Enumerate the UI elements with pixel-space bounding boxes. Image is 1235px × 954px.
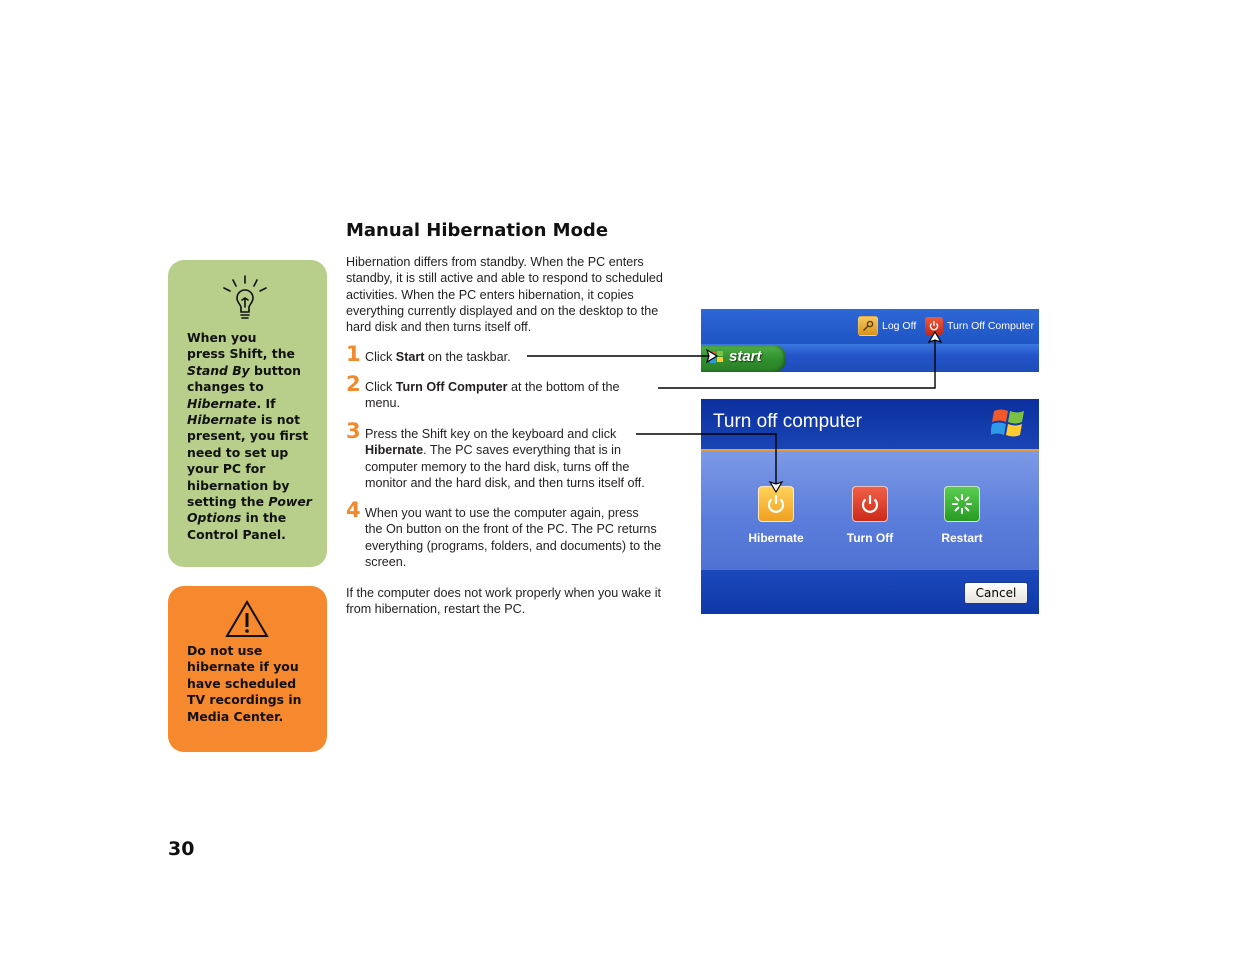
warning-box [168,586,327,752]
step-text-run: Click [365,350,396,364]
tip-text-run: Hibernate [187,412,257,428]
taskbar-screenshot [701,309,1039,372]
tip-text-run: . If [256,395,276,411]
tip-text-run: your PC for [187,461,266,477]
restart-label: Restart [941,531,983,545]
intro-paragraph [346,254,691,335]
tip-line [187,363,315,379]
windows-logo-icon [709,351,725,365]
step-3-text [365,426,685,491]
page-number: 30 [168,838,195,860]
step-number-3: 3 [346,419,361,443]
tip-text-run: Control Panel. [187,526,286,542]
step-text-run: Press the Shift key on the keyboard and click [365,427,617,441]
tip-text-run: press Shift, the [187,346,295,362]
restart-icon [944,486,980,522]
turn-off-computer-button[interactable] [925,316,1034,336]
tip-text-run: Hibernate [187,395,257,411]
ui-term: Turn Off Computer [395,380,508,394]
tip-text-run: Options [187,510,242,526]
tip-text-run: is not [256,412,301,428]
tip-box [168,260,327,567]
text-line: standby, it is still active and able to respond to scheduled [346,271,663,286]
text-line: everything currently displayed and on the desktop to the [346,303,659,318]
start-label: start [729,348,762,365]
step-4-text [365,505,685,570]
log-off-button[interactable] [858,316,916,336]
step-text-run: at the bottom of the [507,380,620,394]
windows-logo-icon [991,405,1029,439]
tip-line [187,510,315,526]
step-text-run: When you want to use the computer again, press [365,506,639,520]
step-number-1: 1 [346,342,361,366]
step-text-run: on the taskbar. [424,350,511,364]
step-text-run: the On button on the front of the PC. The PC returns [365,522,657,537]
step-line [365,505,685,521]
warning-line: Media Center. [187,708,284,724]
cancel-button[interactable]: Cancel [964,582,1028,604]
tip-line [187,396,315,412]
tip-text-run: need to set up [187,444,289,460]
power-icon [925,317,943,335]
step-text-run: computer memory to the hard disk, turns off the [365,459,630,474]
warning-text [187,643,315,725]
text-line: Hibernation differs from standby. When the PC enters [346,255,644,269]
text-line: hard disk and then turns itself off. [346,320,532,335]
turn-off-button[interactable] [830,486,910,545]
hibernate-label: Hibernate [748,531,804,545]
turn-off-label: Turn Off [846,531,894,545]
tip-text-run: setting the [187,494,269,510]
tip-text-run: changes to [187,379,264,395]
tip-text-run: in the [241,510,287,526]
text-line: from hibernation, restart the PC. [346,602,526,617]
ui-term: Start [395,350,425,364]
tip-text-run: present, you first [187,428,309,444]
step-text-run: menu. [365,396,401,411]
step-number-4: 4 [346,498,361,522]
step-line [365,426,685,442]
warning-line: Do not use [187,643,263,658]
step-text-run: . The PC saves everything that is in [423,443,621,458]
tip-line [187,461,315,477]
tip-line [187,379,315,395]
tip-line [187,412,315,428]
step-text-run: screen. [365,554,407,569]
step-line [365,459,685,475]
restart-button[interactable] [922,486,1002,545]
power-icon [852,486,888,522]
warning-line: hibernate if you [187,659,299,675]
turn-off-dialog [701,399,1039,614]
step-line [365,442,685,458]
hibernate-button[interactable] [736,486,816,545]
tip-line [187,494,315,510]
warning-triangle-icon [225,600,269,638]
step-1-text [365,349,685,365]
warning-line: have scheduled [187,675,297,691]
tip-line [187,346,315,362]
tip-line [187,527,315,543]
lightbulb-icon [222,274,268,322]
step-line [365,349,685,365]
dialog-header [701,399,1039,449]
step-text-run: Click [365,380,396,394]
key-icon [858,316,878,336]
section-heading: Manual Hibernation Mode [346,220,609,241]
step-line [365,554,685,570]
start-button[interactable] [701,345,786,372]
step-text-run: monitor and the hard disk, and then turns itself off. [365,475,645,490]
step-line [365,521,685,537]
hibernate-icon [758,486,794,522]
text-line: activities. When the PC enters hibernation, it copies [346,287,634,302]
tip-line [187,445,315,461]
tip-text [187,330,315,543]
text-line: If the computer does not work properly when you wake it [346,586,662,600]
warning-line: TV recordings in [187,692,302,708]
step-line [365,475,685,491]
turn-off-computer-label: Turn Off Computer [947,320,1034,332]
step-number-2: 2 [346,372,361,396]
log-off-label: Log Off [882,320,917,332]
ui-term: Hibernate [365,443,424,458]
tip-line [187,330,315,346]
tip-text-run: Stand By [187,362,250,378]
tip-line [187,478,315,494]
step-line [365,395,685,411]
tip-text-run: hibernation by [187,477,290,493]
step-line [365,379,685,395]
tip-text-run: When you [187,330,257,345]
tip-line [187,428,315,444]
tip-text-run: Power [268,494,312,510]
dialog-title: Turn off computer [713,411,862,432]
step-text-run: everything (programs, folders, and documents) to the [365,538,662,553]
closing-paragraph [346,585,691,618]
step-2-text [365,379,685,412]
step-line [365,538,685,554]
tip-text-run: button [249,362,301,378]
